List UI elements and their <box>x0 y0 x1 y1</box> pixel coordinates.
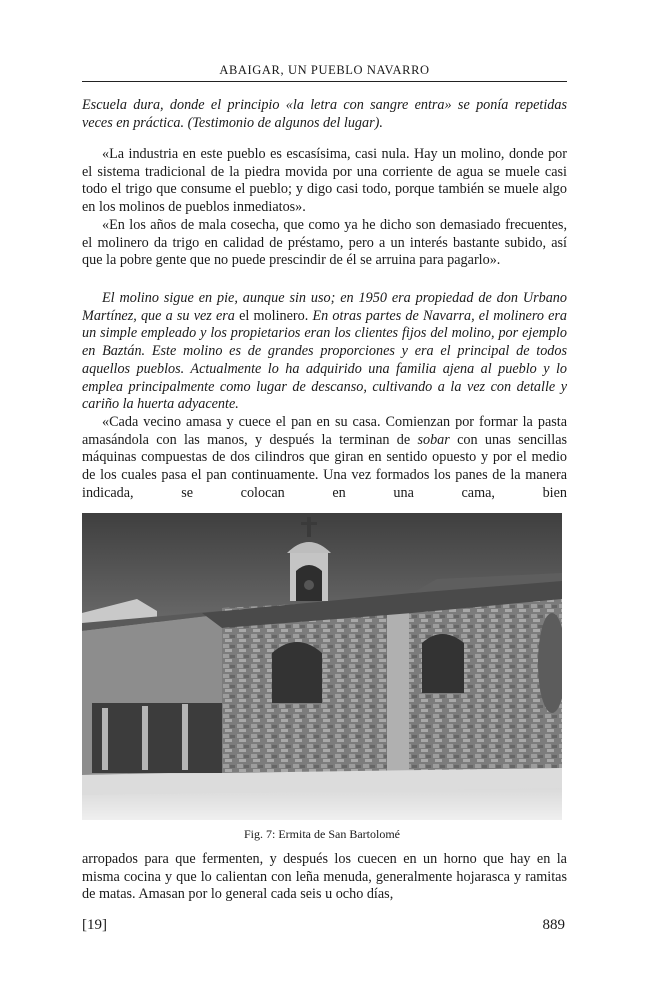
paragraph-mill <box>82 290 567 414</box>
header-rule <box>82 81 567 82</box>
paragraph-bread <box>82 414 567 503</box>
hermitage-photo-drawing <box>82 513 562 820</box>
hermitage-photo <box>82 513 562 820</box>
paragraph-testimony: Escuela dura, donde el principio «la letra con sangre entra» se ponía repetidas veces en práctica. (Testimonio de algunos del lugar). <box>82 97 567 131</box>
mill-text-italic-2: En otras partes de Navarra, el molinero era un simple empleado y los propietarios eran los clientes fijos del molino, por ejemplo en Baztán. Este molino es de grandes proporciones y era el principal de todos aquellos pueblos. Actualmente lo ha adquirido una familia ajena al pueblo y lo emplea principalmente como lugar de descanso, cultivando a la vez con detalle y cariño la huerta adyacente. <box>82 307 568 413</box>
figure-caption: Fig. 7: Ermita de San Bartolomé <box>244 827 400 841</box>
bread-text-1: «Cada vecino amasa y cuece el pan en su casa. Comienzan por formar la pasta amasándola con las manos, y después la terminan de <box>82 414 567 448</box>
bread-text-2: con unas sencillas máquinas compuestas de dos cilindros que giran en sentido opuesto y por el medio de los cuales pasa el pan continuamente. Una vez formados los panes de la manera indicada, se colocan en una cama, bien <box>82 431 568 501</box>
bread-term-sobar: sobar <box>417 431 450 448</box>
mill-text-roman: el molinero. <box>239 307 309 324</box>
running-header: ABAIGAR, UN PUEBLO NAVARRO <box>219 63 430 77</box>
paragraph-industry: «La industria en este pueblo es escasísima, casi nula. Hay un molino, donde por el sistema tradicional de la piedra movida por una corriente de agua se muele casi todo el trigo que consume el pueblo; y digo casi todo, porque también se muele algo en los molinos de pueblos inmediatos». <box>82 146 567 216</box>
mill-text-italic-1: El molino sigue en pie, aunque sin uso; en 1950 era propiedad de don Urbano Martínez, que a su vez era <box>82 290 567 324</box>
paragraph-bad-harvest: «En los años de mala cosecha, que como ya he dicho son demasiado frecuentes, el molinero da trigo en calidad de préstamo, pero a un interés bastante subido, así que la pobre gente que no puede prescindir de él se arruina para pagarlo». <box>82 217 567 269</box>
page-number: 889 <box>542 917 565 933</box>
section-number: [19] <box>82 917 107 933</box>
paragraph-baking: arropados para que fermenten, y después los cuecen en un horno que hay en la misma cocina y que lo calientan con leña menuda, generalmente hojarasca y ramitas de matas. Amasan por lo general cada seis u ocho días, <box>82 851 567 903</box>
